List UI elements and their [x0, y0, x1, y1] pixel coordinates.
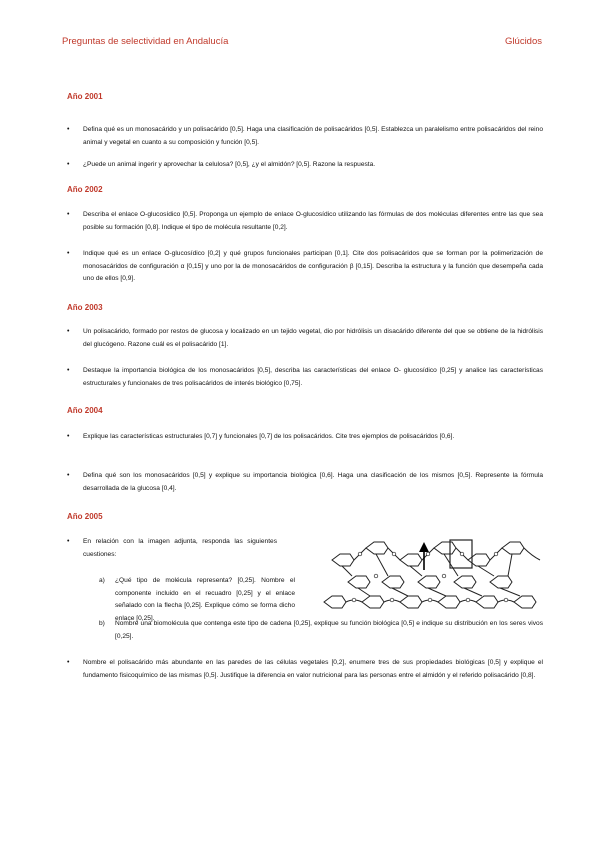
- oxygen-atoms: [352, 552, 508, 602]
- sugar-ring: [454, 576, 476, 588]
- question-item: [67, 326, 543, 351]
- sugar-ring: [438, 596, 460, 608]
- question-text: Explique las características estructurales [0,7] y funcionales [0,7] de los polisacáridos. Cite tres ejemplos de polisacáridos [0,6].: [83, 433, 455, 440]
- year-heading-2005: Año 2005: [67, 512, 103, 521]
- question-text: Defina qué es un monosacárido y un polisacárido [0,5]. Haga una clasificación de polisacáridos [0,5]. Establezca un paralelismo entre polisacáridos del reino animal y vegetal en cuanto a su composición y función [0,5].: [83, 126, 543, 146]
- sugar-ring: [382, 576, 404, 588]
- subquestion-label: a): [99, 577, 105, 584]
- bullet-icon: •: [67, 472, 70, 479]
- bullet-icon: •: [67, 538, 70, 545]
- bullet-icon: •: [67, 211, 70, 218]
- bullet-icon: •: [67, 433, 70, 440]
- year-heading-2002: Año 2002: [67, 185, 103, 194]
- subquestion-text: ¿Qué tipo de molécula representa? [0,25]. Nombre el componente incluido en el recuadro [0,25] y el enlace señalado con la flecha [0,25]. Explique cómo se forma dicho enlace [0,25].: [115, 577, 295, 622]
- sugar-ring: [400, 596, 422, 608]
- sugar-ring: [476, 596, 498, 608]
- year-heading-2003: Año 2003: [67, 303, 103, 312]
- sugar-ring: [366, 542, 388, 554]
- question-text: Defina qué son los monosacáridos [0,5] y explique su importancia biológica [0,6]. Haga una clasificación de los mismos [0,5]. Represente la fórmula desarrollada de la glucosa [0,4].: [83, 472, 543, 492]
- sugar-ring: [362, 596, 384, 608]
- sugar-ring: [490, 576, 512, 588]
- question-item: [67, 209, 543, 234]
- subquestion-text: Nombre una biomolécula que contenga este tipo de cadena [0,25], explique su función biológica [0,5] e indique su distribución en los seres vivos [0,25].: [115, 620, 543, 640]
- question-text: Nombre el polisacárido más abundante en las paredes de las células vegetales [0,2], enumere tres de sus propiedades biológicas [0,5] y explique el fundamento fisicoquímico de las mismas [0,5]. Justifique la diferencia en valor nutricional para las personas entre el almidón y el referido polisacárido [0,8].: [83, 659, 543, 679]
- question-text: En relación con la imagen adjunta, responda las siguientes cuestiones:: [83, 538, 277, 558]
- sugar-ring: [348, 576, 370, 588]
- sugar-ring: [434, 542, 456, 554]
- bullet-icon: •: [67, 161, 70, 168]
- polysaccharide-diagram: [318, 530, 550, 612]
- sugar-ring: [332, 554, 354, 566]
- question-text: Un polisacárido, formado por restos de glucosa y localizado en un tejido vegetal, dio por hidrólisis un disacárido diferente del que se obtiene de la hidrólisis del glucógeno. Razone cuál es el polisacárido [1].: [83, 328, 543, 348]
- polysaccharide-figure: [318, 530, 550, 612]
- question-item: [67, 431, 543, 444]
- bullet-icon: •: [67, 250, 70, 257]
- header-topic: Glúcidos: [505, 36, 542, 47]
- question-text: Describa el enlace O-glucosídico [0,5]. Proponga un ejemplo de enlace O-glucosídico utilizando las fórmulas de dos moléculas diferentes entre las que sea posible su formación [0,8]. Indique el tipo de molécula resultante [0,2].: [83, 211, 543, 231]
- question-item: [67, 248, 543, 286]
- subquestion-b: [99, 618, 543, 643]
- sugar-ring: [418, 576, 440, 588]
- question-text: Indique qué es un enlace O-glucosídico [0,2] y qué grupos funcionales participan [0,1]. Cite dos polisacáridos que se forman por la polimerización de monosacáridos de configuración α [0,15] y uno por la de monosacáridos de configuración β [0,15]. Describa la estructura y la función que desempeña cada uno de ellos [0,9].: [83, 250, 543, 283]
- question-item: [67, 470, 543, 495]
- question-item: [67, 657, 543, 682]
- question-item: [67, 159, 543, 172]
- bullet-icon: •: [67, 126, 70, 133]
- bullet-icon: •: [67, 367, 70, 374]
- header-title: Preguntas de selectividad en Andalucía: [62, 36, 229, 47]
- question-text: Destaque la importancia biológica de los monosacáridos [0,5], describa las características del enlace O- glucosídico [0,25] y analice las características estructurales y funcionales de tres polisacáridos de interés biológico [0,75].: [83, 367, 543, 387]
- sugar-ring: [514, 596, 536, 608]
- subquestion-label: b): [99, 620, 105, 627]
- bullet-icon: •: [67, 328, 70, 335]
- bullet-icon: •: [67, 659, 70, 666]
- question-text: ¿Puede un animal ingerir y aprovechar la celulosa? [0,5], ¿y el almidón? [0,5]. Razone la respuesta.: [83, 161, 376, 168]
- question-item: [67, 536, 277, 561]
- question-item: [67, 365, 543, 390]
- sugar-ring: [502, 542, 524, 554]
- branch-links: [358, 588, 520, 596]
- sugar-ring: [468, 554, 490, 566]
- year-heading-2004: Año 2004: [67, 406, 103, 415]
- sugar-ring: [400, 554, 422, 566]
- question-item: [67, 124, 543, 149]
- sugar-ring: [324, 596, 346, 608]
- year-heading-2001: Año 2001: [67, 92, 103, 101]
